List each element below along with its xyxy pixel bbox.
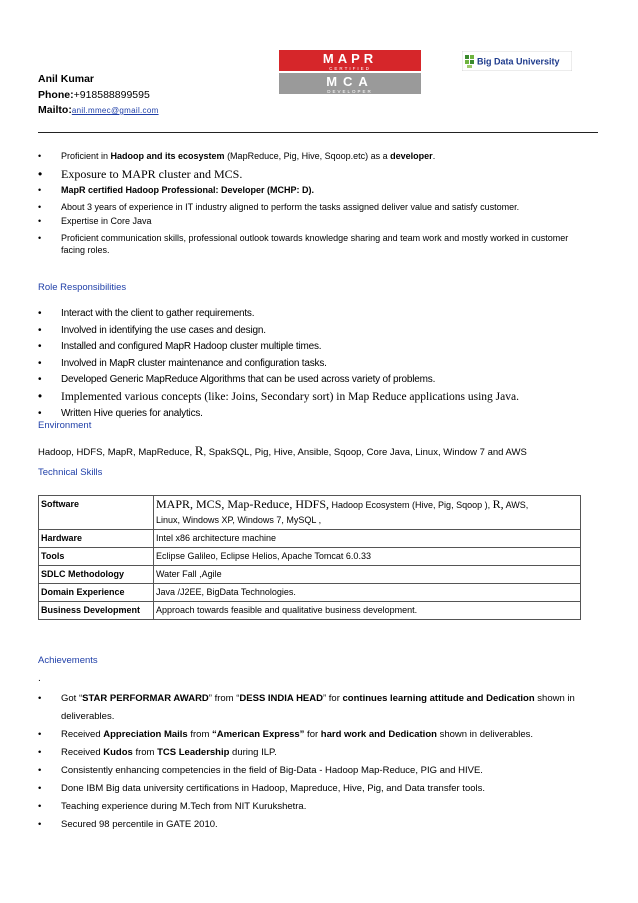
mail-label: Mailto: bbox=[38, 104, 72, 116]
header-divider bbox=[38, 132, 598, 133]
responsibility-item: • Installed and configured MapR Hadoop cluster multiple times. bbox=[38, 341, 578, 353]
skill-value: Eclipse Galileo, Eclipse Helios, Apache Tomcat 6.0.33 bbox=[154, 548, 581, 566]
mail-line bbox=[38, 104, 159, 116]
responsibility-item: • Involved in identifying the use cases and design. bbox=[38, 325, 578, 337]
skill-key: Domain Experience bbox=[39, 584, 154, 602]
mca-logo-subtext: DEVELOPER bbox=[327, 89, 373, 94]
table-row bbox=[39, 496, 581, 530]
table-row bbox=[39, 530, 581, 548]
skill-key: Hardware bbox=[39, 530, 154, 548]
bdu-logo-text: Big Data University bbox=[477, 56, 560, 67]
email-link[interactable]: anil.mmec@gmail.com bbox=[71, 106, 159, 115]
skill-value: Approach towards feasible and qualitative business development. bbox=[154, 602, 581, 620]
summary-item: • Proficient communication skills, professional outlook towards knowledge sharing and team work and mostly worked in customer facing roles. bbox=[38, 232, 578, 256]
responsibility-item: • Interact with the client to gather requirements. bbox=[38, 308, 578, 320]
achievement-item: • Received Kudos from TCS Leadership during ILP. bbox=[38, 744, 598, 762]
skill-value: Java /J2EE, BigData Technologies. bbox=[154, 584, 581, 602]
summary-item: • About 3 years of experience in IT industry aligned to perform the tasks assigned deliver value and satisfy customer. bbox=[38, 201, 578, 213]
skill-key: Tools bbox=[39, 548, 154, 566]
responsibility-item: • Developed Generic MapReduce Algorithms that can be used across variety of problems. bbox=[38, 374, 578, 386]
responsibilities-list bbox=[38, 308, 578, 424]
table-row bbox=[39, 584, 581, 602]
summary-item: • MapR certified Hadoop Professional: Developer (MCHP: D). bbox=[38, 184, 578, 196]
table-row bbox=[39, 548, 581, 566]
summary-item: • Proficient in Hadoop and its ecosystem (MapReduce, Pig, Hive, Sqoop.etc) as a developer. bbox=[38, 150, 578, 162]
phone-line bbox=[38, 89, 150, 101]
achievement-item: • Done IBM Big data university certifications in Hadoop, Mapreduce, Hive, Pig, and Data transfer tools. bbox=[38, 780, 598, 798]
responsibility-item: • Involved in MapR cluster maintenance and configuration tasks. bbox=[38, 358, 578, 370]
section-title-technical-skills: Technical Skills bbox=[38, 467, 103, 478]
summary-list bbox=[38, 150, 578, 261]
technical-skills-table bbox=[38, 495, 581, 620]
mapr-logo-text: MAPR bbox=[322, 51, 378, 66]
achievement-item: • Secured 98 percentile in GATE 2010. bbox=[38, 816, 598, 834]
skill-value: MAPR, MCS, Map-Reduce, HDFS, Hadoop Ecosystem (Hive, Pig, Sqoop ), R, AWS, Linux, Windows XP, Windows 7, MySQL , bbox=[154, 496, 581, 530]
table-row bbox=[39, 566, 581, 584]
skill-key: SDLC Methodology bbox=[39, 566, 154, 584]
skill-value: Intel x86 architecture machine bbox=[154, 530, 581, 548]
skill-value: Water Fall ,Agile bbox=[154, 566, 581, 584]
achievements-list bbox=[38, 690, 598, 834]
table-row bbox=[39, 602, 581, 620]
mapr-certification-logo bbox=[271, 48, 429, 96]
achievement-item: • Received Appreciation Mails from “American Express” for hard work and Dedication shown in deliverables. bbox=[38, 726, 598, 744]
achievements-dot: . bbox=[38, 673, 41, 684]
achievement-item: • Got “STAR PERFORMAR AWARD” from “DESS INDIA HEAD” for continues learning attitude and Dedication shown in deliverables. bbox=[38, 690, 598, 726]
section-title-environment: Environment bbox=[38, 420, 92, 431]
section-title-achievements: Achievements bbox=[38, 655, 98, 666]
section-title-role: Role Responsibilities bbox=[38, 282, 127, 293]
candidate-name: Anil Kumar bbox=[38, 73, 95, 85]
mapr-logo-subtext: CERTIFIED bbox=[329, 66, 371, 71]
summary-item: • Exposure to MAPR cluster and MCS. bbox=[38, 167, 578, 181]
environment-text: Hadoop, HDFS, MapR, MapReduce, R, SpakSQL, Pig, Hive, Ansible, Sqoop, Core Java, Linux, Window 7 and AWS bbox=[38, 443, 527, 458]
skill-key: Business Development bbox=[39, 602, 154, 620]
skill-key: Software bbox=[39, 496, 154, 530]
big-data-university-logo bbox=[462, 51, 572, 71]
achievement-item: • Teaching experience during M.Tech from NIT Kurukshetra. bbox=[38, 798, 598, 816]
phone-number: +918588899595 bbox=[73, 89, 150, 101]
achievement-item: • Consistently enhancing competencies in the field of Big-Data - Hadoop Map-Reduce, PIG and HIVE. bbox=[38, 762, 598, 780]
responsibility-item: • Implemented various concepts (like: Joins, Secondary sort) in Map Reduce applications using Java. bbox=[38, 391, 578, 403]
mca-logo-text: MCA bbox=[326, 74, 374, 89]
phone-label: Phone: bbox=[38, 89, 74, 101]
summary-item: • Expertise in Core Java bbox=[38, 215, 578, 227]
responsibility-item: • Written Hive queries for analytics. bbox=[38, 408, 578, 420]
